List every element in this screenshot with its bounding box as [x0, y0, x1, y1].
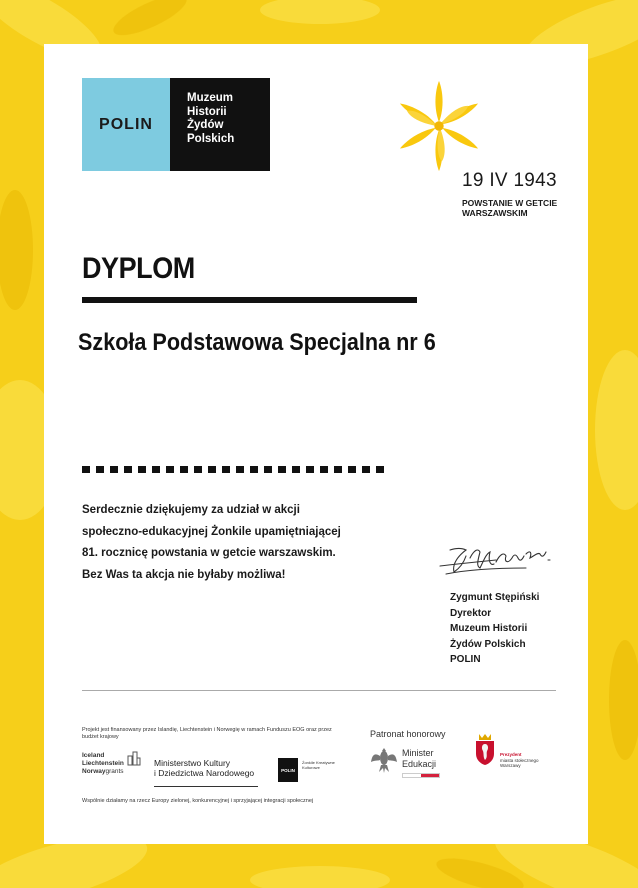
event-subtitle — [462, 198, 557, 218]
title-underline — [82, 297, 417, 303]
museum-name-line: Polskich — [187, 132, 235, 145]
small-polin-text: Żonkile Kreatywne Kulturowe — [302, 760, 335, 770]
polin-brand-mark: POLIN — [82, 78, 170, 171]
warsaw-line: Prezydent — [500, 752, 522, 757]
ministry-line: Ministerstwo Kultury — [154, 758, 231, 768]
thank-you-message — [82, 500, 402, 586]
museum-name — [170, 78, 270, 171]
event-subtitle-line: WARSZAWSKIM — [462, 208, 528, 218]
polish-eagle-icon — [370, 744, 398, 774]
message-line: 81. rocznicę powstania w getcie warszawskim. — [82, 547, 336, 559]
ministry-underline — [154, 786, 258, 787]
min-edu-line: Edukacji — [402, 759, 437, 769]
message-line: Serdecznie dziękujemy za udział w akcji — [82, 504, 300, 516]
museum-name-line: Historii — [187, 105, 227, 118]
footer-divider — [82, 690, 556, 691]
signer-line: POLIN — [450, 654, 481, 665]
daffodil-icon — [392, 76, 486, 176]
eea-suffix: grants — [105, 768, 124, 775]
eea-tagline: Wspólnie działamy na rzecz Europy zielonej, konkurencyjnej i sprzyjającej integracji społecznej — [82, 798, 314, 804]
message-line: Bez Was ta akcja nie byłaby możliwa! — [82, 568, 286, 581]
warsaw-line: miasta stołecznego — [500, 757, 539, 763]
eea-grants-icon — [127, 750, 141, 766]
small-polin-logo: POLIN — [278, 758, 298, 782]
eea-line: Liechtenstein — [82, 760, 124, 767]
polish-flag-bar — [402, 773, 440, 778]
warsaw-coat-of-arms-icon — [474, 732, 496, 766]
message-line: społeczno-edukacyjnej Żonkile upamiętniającej — [82, 525, 341, 538]
minister-education-logo — [402, 748, 436, 770]
event-subtitle-line: POWSTANIE W GETCIE — [462, 198, 558, 208]
museum-name-line: Muzeum — [187, 92, 233, 104]
recipient-name: Szkoła Podstawowa Specjalna nr 6 — [78, 329, 436, 356]
eea-line: Norway — [82, 768, 106, 775]
signer-block — [450, 590, 539, 668]
polin-museum-logo — [82, 78, 270, 171]
warsaw-line: Warszawy — [500, 763, 521, 768]
museum-name-line: Żydów — [187, 119, 224, 131]
signer-line: Zygmunt Stępiński — [450, 592, 540, 603]
signer-line: Żydów Polskich — [450, 638, 526, 650]
dotted-divider — [82, 466, 384, 473]
ministry-culture-logo — [154, 758, 264, 778]
event-date-block — [462, 170, 557, 218]
event-date: 19 IV 1943 — [462, 170, 557, 191]
signer-line: Dyrektor — [450, 607, 492, 619]
signer-line: Muzeum Historii — [450, 623, 528, 634]
diploma-card — [44, 44, 588, 844]
warsaw-president-text — [500, 752, 556, 769]
min-edu-line: Minister — [402, 748, 434, 758]
ministry-line: i Dziedzictwa Narodowego — [154, 768, 255, 778]
diploma-title: DYPLOM — [82, 252, 195, 285]
funding-text: Projekt jest finansowany przez Islandię, Liechtenstein i Norwegię w ramach Funduszu EOG oraz przez budżet krajowy — [82, 727, 332, 740]
honorary-patronage-label: Patronat honorowy — [370, 729, 446, 739]
handwritten-signature — [436, 538, 556, 580]
eea-line: Iceland — [82, 752, 105, 759]
